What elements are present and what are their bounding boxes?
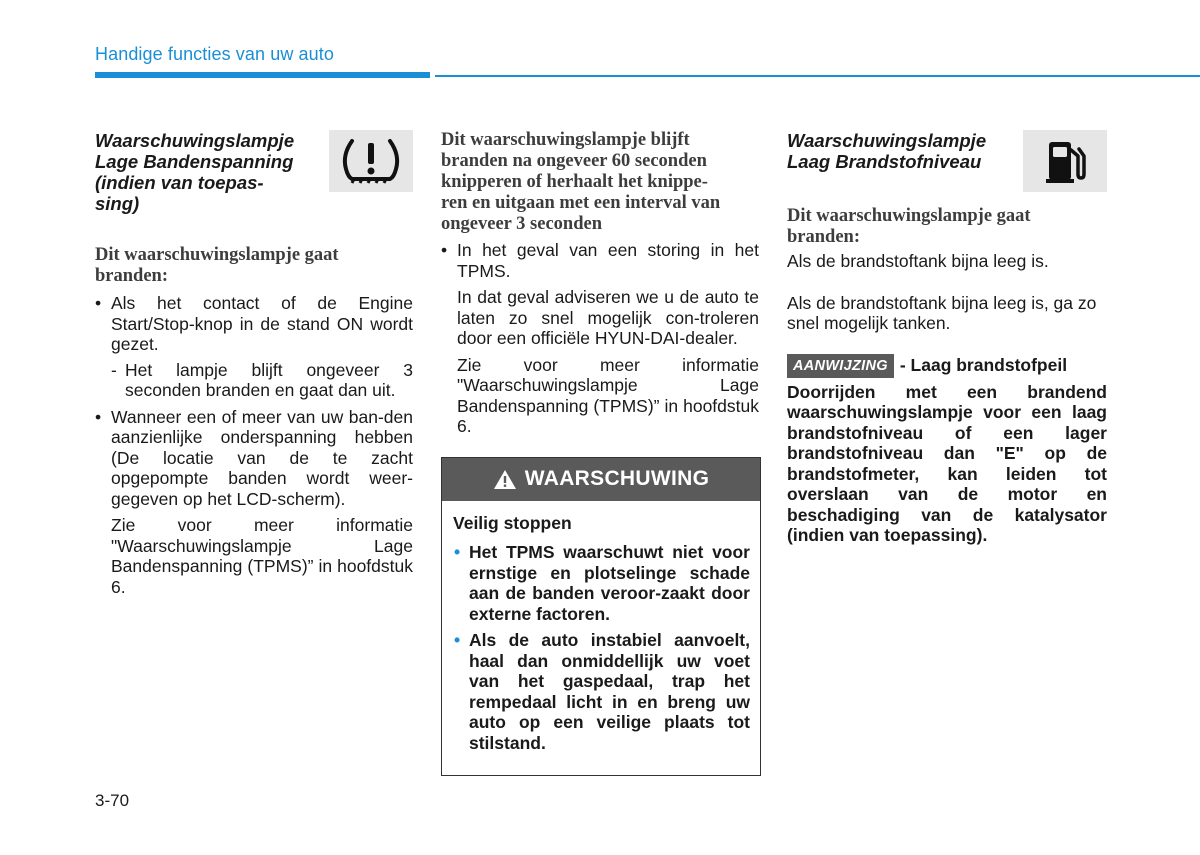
column-fuel-warning bbox=[787, 130, 1107, 546]
note-text: Doorrijden met een brandend waarschuwingslampje voor een laag brandstofniveau of een lager brandstofniveau dan "E" op de brandstofmeter, kan leiden tot overslaan van de motor en beschadiging van de katalysator (indien van toepassing). bbox=[787, 381, 1107, 545]
subheading-line: Dit waarschuwingslampje gaat bbox=[787, 206, 1031, 226]
fuel-title-line: Waarschuwingslampje bbox=[787, 130, 987, 151]
tpms-warning-icon bbox=[329, 130, 413, 192]
warning-header bbox=[442, 458, 760, 501]
fuel-paragraph: Als de brandstoftank bijna leeg is. bbox=[787, 251, 1049, 271]
fuel-title bbox=[787, 130, 986, 172]
fuel-paragraph: Als de brandstoftank bijna leeg is, ga zo snel mogelijk tanken. bbox=[787, 292, 1097, 333]
page-number: 3-70 bbox=[95, 791, 130, 810]
tpms-title-line: Waarschuwingslampje bbox=[95, 130, 295, 151]
note-badge: AANWIJZING bbox=[787, 354, 894, 378]
note-heading bbox=[787, 354, 1107, 378]
warning-triangle-icon bbox=[493, 469, 517, 490]
malfunction-subheading bbox=[441, 130, 759, 235]
header-rule-thick bbox=[95, 72, 430, 78]
subheading-line: ren en uitgaan met een interval van bbox=[441, 193, 721, 213]
list-item: • Als het contact of de Engine Start/Stop-knop in de stand ON wordt gezet. bbox=[95, 293, 413, 355]
list-item: • In het geval van een storing in het TPMS. bbox=[441, 240, 759, 281]
warning-subtitle: Veilig stoppen bbox=[453, 512, 572, 533]
tpms-title-row bbox=[95, 130, 413, 214]
sub-list-item bbox=[95, 360, 413, 401]
warning-box bbox=[441, 457, 761, 777]
tpms-subheading bbox=[95, 245, 413, 287]
tpms-title bbox=[95, 130, 294, 214]
note-title: - Laag brandstofpeil bbox=[899, 355, 1068, 375]
tpms-title-line: sing) bbox=[95, 193, 140, 214]
warning-item: • Als de auto instabiel aanvoelt, haal dan onmiddellijk uw voet van het gaspedaal, trap het rempedaal licht in en breng uw auto op een veilige plaats tot stilstand. bbox=[453, 630, 750, 753]
warning-body bbox=[442, 501, 760, 776]
sub-list-text: Het lampje blijft ongeveer 3 seconden branden en gaat dan uit. bbox=[125, 359, 413, 400]
tpms-title-line: (indien van toepas- bbox=[95, 172, 264, 193]
dash-marker: - bbox=[111, 359, 117, 380]
subheading-line: ongeveer 3 seconden bbox=[441, 214, 602, 234]
warning-header-label: WAARSCHUWING bbox=[524, 467, 710, 490]
subheading-line: branden: bbox=[787, 227, 860, 247]
column-tpms-warning bbox=[95, 130, 413, 597]
header-rule-thin bbox=[435, 75, 1200, 77]
subheading-line: branden na ongeveer 60 seconden bbox=[441, 151, 707, 171]
warning-item: • Het TPMS waarschuwt niet voor ernstige en plotselinge schade aan de banden veroor-zaakt door externe factoren. bbox=[453, 542, 750, 624]
fuel-pump-icon bbox=[1023, 130, 1107, 192]
subheading-line: knipperen of herhaalt het knippe- bbox=[441, 172, 708, 192]
subheading-line: Dit waarschuwingslampje gaat bbox=[95, 245, 339, 265]
fuel-subheading bbox=[787, 206, 1107, 248]
subheading-line: Dit waarschuwingslampje blijft bbox=[441, 130, 690, 150]
fuel-title-row bbox=[787, 130, 1107, 192]
tpms-title-line: Lage Bandenspanning bbox=[95, 151, 294, 172]
column-tpms-malfunction bbox=[441, 130, 759, 776]
list-item-continued: Zie voor meer informatie "Waarschuwingslampje Lage Bandenspanning (TPMS)” in hoofdstuk 6. bbox=[457, 354, 759, 436]
fuel-title-line: Laag Brandstofniveau bbox=[787, 151, 982, 172]
list-item: • Wanneer een of meer van uw ban-den aanzienlijke onderspanning hebben (De locatie van de te zacht opgepompte banden wordt weer-gegeven op het LCD-scherm). bbox=[95, 407, 413, 510]
list-item-continued: Zie voor meer informatie "Waarschuwingslampje Lage Bandenspanning (TPMS)” in hoofdstuk 6. bbox=[111, 515, 413, 597]
section-title: Handige functies van uw auto bbox=[95, 44, 334, 64]
list-item-continued: In dat geval adviseren we u de auto te laten zo snel mogelijk con-troleren door een officiële HYUN-DAI-dealer. bbox=[457, 287, 759, 348]
subheading-line: branden: bbox=[95, 266, 168, 286]
